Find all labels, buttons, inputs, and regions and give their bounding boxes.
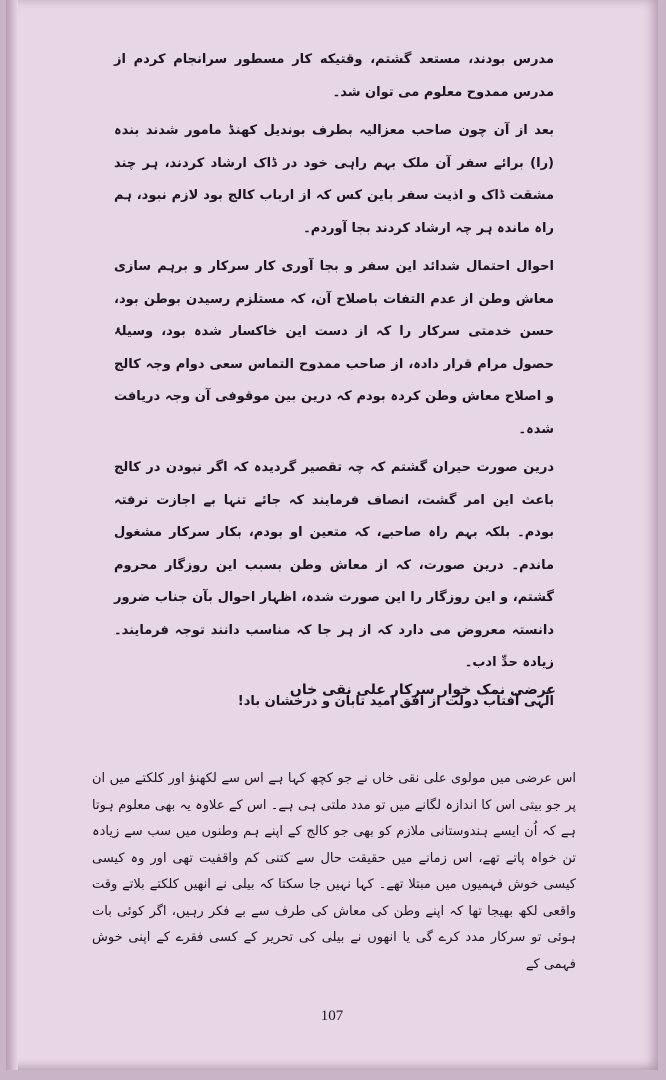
letter-paragraph: الٰہی آفتاب دولت از افق امید تابان و درخشان باد! — [237, 693, 554, 709]
petition-letter — [114, 44, 554, 724]
letter-paragraph: درین صورت حیران گشتم کہ چہ تقصیر گردیدہ کہ اگر نبودن در کالج باعث این امر گشت، انصاف فرمایند کہ جائے تنہا بے اجازت نرفتہ بودم۔ بلکہ بہم راہ صاحبے، کہ متعین او بودم، بکار سرکار مشغول ماندم۔ درین صورت، کہ از معاش وطن بسبب این روزگار محروم گشتم، و این روزگار را این صورت شدہ، اظہار احوال بآن جناب ضرور دانستہ معروض می دارد کہ از ہر جا کہ مناسب دانند توجہ فرمایند۔ زیادہ حدِّ ادب۔ — [114, 460, 554, 670]
page-spine-shadow — [6, 0, 18, 1070]
letter-paragraph: احوال احتمال شدائد این سفر و بجا آوری کار سرکار و برہم سازی معاش وطن از عدم التفات باصلاح آن، کہ مستلزم رسیدن بوطن بود، حسن خدمتی سرکار را کہ از دست این خاکسار شدہ بود، وسیلۂ حصول مرام قرار دادہ، از صاحب ممدوح التماس سعی دوام وجہ کالج و اصلاح معاش وطن کردہ بودم کہ درین بین موقوفی آن وجہ دریافت شدہ۔ — [114, 259, 554, 437]
page-number: 107 — [320, 1008, 344, 1024]
letter-signature: عرضی نمک خوار سرکار علی نقی خاں — [289, 682, 556, 698]
letter-paragraph: مدرس بودند، مستعد گشتم، وقتیکه کار مسطور سرانجام کردم از مدرس ممدوح معلوم می توان شد۔ — [114, 52, 554, 100]
commentary-paragraph: اس عرضی میں مولوی علی نقی خاں نے جو کچھ کہا ہے اس سے لکھنؤ اور کلکتے میں ان پر جو بیتی اس کا اندازہ لگانے میں تو مدد ملتی ہی ہے۔ اس کے علاوہ یہ بھی معلوم ہوتا ہے کہ اُن ایسے ہندوستانی ملازم کو بھی جو کالج کے اپنے ہم وطنوں میں سب سے زیادہ تن خواہ پاتے تھے، اس زمانے میں حقیقت حال سے کتنی کم واقفیت تھی اور وہ کیسی کیسی خوش فہمیوں میں مبتلا تھے۔ کہا نہیں جا سکتا کہ بیلی نے انھیں کلکتے بلاتے وقت واقعی لکھ بھیجا تھا کہ اپنے وطن کی معاش کی طرف سے بے فکر رہیں، اگر کوئی بات ہوئی تو سرکار مدد کرے گی یا انھوں نے بیلی کی تحریر کے کسی فقرے کے اپنی خوش فہمی کے — [92, 771, 576, 972]
book-page — [6, 0, 658, 1070]
commentary-text — [92, 766, 576, 978]
letter-paragraph: بعد از آن چون صاحب معزالیہ بطرف بوندیل کھنڈ مامور شدند بندہ (را) برائے سفر آن ملک بہم راہی خود در ڈاک ارشاد کردند، ہر چند مشقت ڈاک و اذیت سفر باین کس کہ از ارباب کالج بود لازم نبود، ہم راہ ماندہ ہر چہ ارشاد کردند بجا آوردم۔ — [114, 123, 554, 236]
